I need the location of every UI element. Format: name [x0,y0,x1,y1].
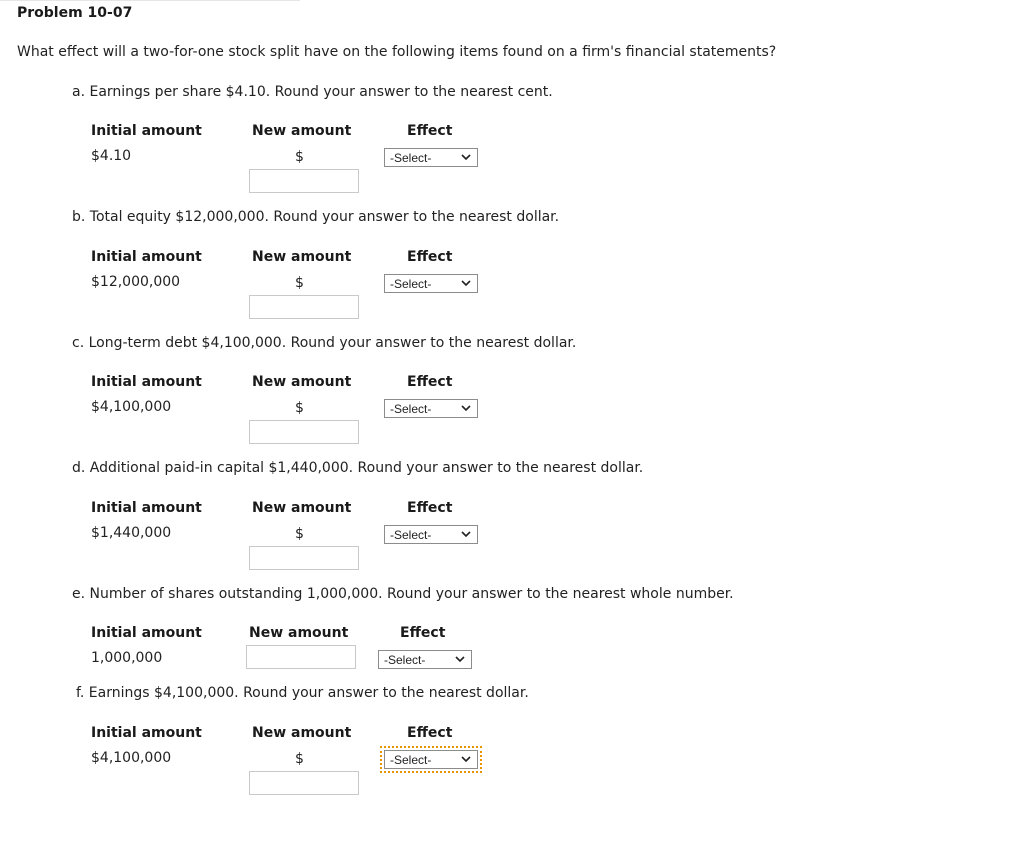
header-initial-amount: Initial amount [91,249,202,265]
initial-amount-c: $4,100,000 [91,399,172,415]
dollar-sign: $ [295,275,304,291]
header-new-amount: New amount [252,374,352,390]
header-effect: Effect [407,725,453,741]
chevron-down-icon [455,655,465,663]
header-new-amount: New amount [252,500,352,516]
chevron-down-icon [461,755,471,763]
effect-select-value: -Select- [390,277,432,291]
header-effect: Effect [407,500,453,516]
dollar-sign: $ [295,751,304,767]
question-d: d. Additional paid-in capital $1,440,000. Round your answer to the nearest dollar. [72,460,644,476]
dollar-sign: $ [295,526,304,542]
header-effect: Effect [407,374,453,390]
top-divider [0,0,300,1]
question-b: b. Total equity $12,000,000. Round your answer to the nearest dollar. [72,209,560,225]
header-new-amount: New amount [252,249,352,265]
effect-select-d[interactable] [384,525,478,544]
chevron-down-icon [461,153,471,161]
new-amount-input-e[interactable] [246,645,356,669]
initial-amount-f: $4,100,000 [91,750,172,766]
initial-amount-b: $12,000,000 [91,274,181,290]
new-amount-input-c[interactable] [249,420,359,444]
new-amount-input-a[interactable] [249,169,359,193]
header-new-amount: New amount [252,725,352,741]
header-effect: Effect [407,249,453,265]
new-amount-input-f[interactable] [249,771,359,795]
effect-select-value: -Select- [390,753,432,767]
effect-select-value: -Select- [384,653,426,667]
effect-select-a[interactable] [384,148,478,167]
effect-select-e[interactable] [378,650,472,669]
initial-amount-a: $4.10 [91,148,132,164]
initial-amount-e: 1,000,000 [91,650,163,666]
effect-select-value: -Select- [390,151,432,165]
effect-select-f[interactable] [384,750,478,769]
new-amount-input-b[interactable] [249,295,359,319]
dollar-sign: $ [295,149,304,165]
problem-intro: What effect will a two-for-one stock split have on the following items found on a firm's financial statements? [17,44,777,60]
header-initial-amount: Initial amount [91,123,202,139]
dollar-sign: $ [295,400,304,416]
header-new-amount: New amount [249,625,349,641]
effect-select-c[interactable] [384,399,478,418]
header-initial-amount: Initial amount [91,625,202,641]
header-initial-amount: Initial amount [91,374,202,390]
question-a: a. Earnings per share $4.10. Round your answer to the nearest cent. [72,84,553,100]
question-c: c. Long-term debt $4,100,000. Round your answer to the nearest dollar. [72,335,577,351]
initial-amount-d: $1,440,000 [91,525,172,541]
header-initial-amount: Initial amount [91,500,202,516]
effect-select-value: -Select- [390,402,432,416]
header-initial-amount: Initial amount [91,725,202,741]
chevron-down-icon [461,530,471,538]
problem-title: Problem 10-07 [17,5,133,21]
question-f: f. Earnings $4,100,000. Round your answer to the nearest dollar. [76,685,529,701]
chevron-down-icon [461,279,471,287]
question-e: e. Number of shares outstanding 1,000,000. Round your answer to the nearest whole number. [72,586,734,602]
effect-select-b[interactable] [384,274,478,293]
header-new-amount: New amount [252,123,352,139]
header-effect: Effect [400,625,446,641]
new-amount-input-d[interactable] [249,546,359,570]
header-effect: Effect [407,123,453,139]
effect-select-value: -Select- [390,528,432,542]
chevron-down-icon [461,404,471,412]
